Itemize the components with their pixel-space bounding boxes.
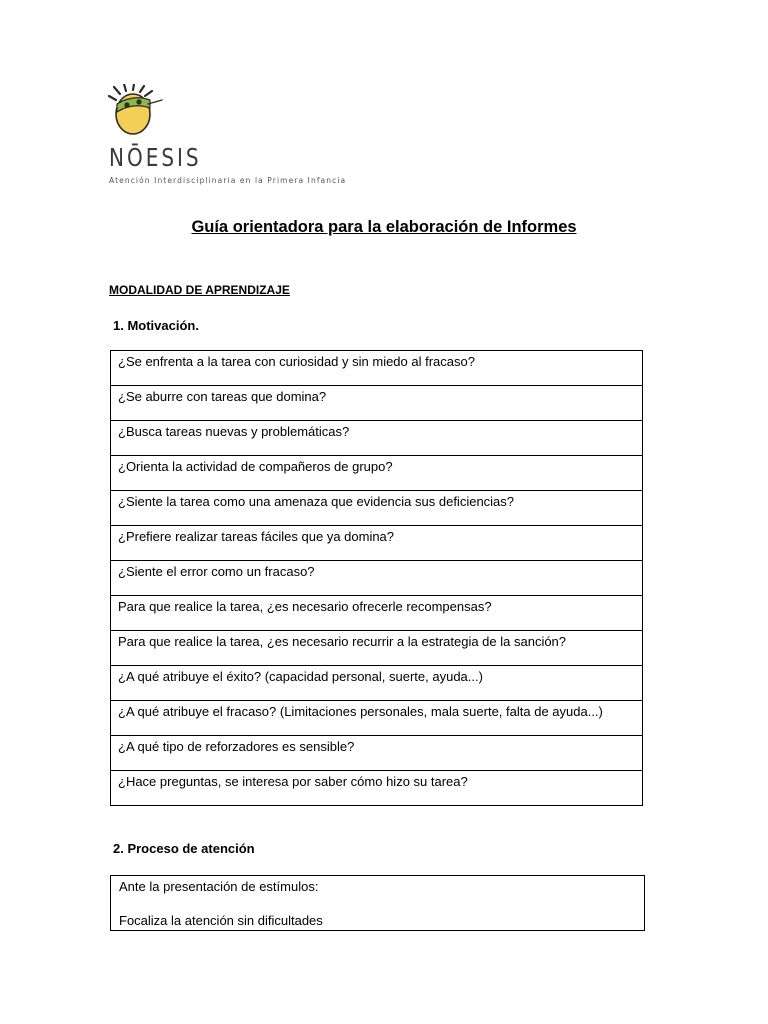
- motivation-table: [110, 350, 643, 806]
- table-row: [111, 631, 643, 666]
- question-cell: ¿Se enfrenta a la tarea con curiosidad y sin miedo al fracaso?: [111, 351, 643, 386]
- logo-wordmark: NŌESIS: [109, 142, 202, 172]
- question-cell: ¿Orienta la actividad de compañeros de grupo?: [111, 456, 643, 491]
- table-row: [111, 561, 643, 596]
- attention-line: Focaliza la atención sin dificultades: [119, 913, 323, 928]
- table-row: [111, 596, 643, 631]
- table-row: [111, 526, 643, 561]
- section-heading: MODALIDAD DE APRENDIZAJE: [109, 283, 290, 297]
- attention-box: [110, 875, 645, 931]
- table-row: [111, 666, 643, 701]
- question-cell: ¿Siente el error como un fracaso?: [111, 561, 643, 596]
- child-face-logo-icon: [108, 84, 168, 144]
- question-cell: ¿Busca tareas nuevas y problemáticas?: [111, 421, 643, 456]
- logo-tagline: Atención Interdisciplinaria en la Primera Infancia: [109, 176, 347, 185]
- table-row: [111, 351, 643, 386]
- table-row: [111, 736, 643, 771]
- question-cell: ¿A qué tipo de reforzadores es sensible?: [111, 736, 643, 771]
- question-cell: Para que realice la tarea, ¿es necesario recurrir a la estrategia de la sanción?: [111, 631, 643, 666]
- question-cell: ¿A qué atribuye el éxito? (capacidad personal, suerte, ayuda...): [111, 666, 643, 701]
- question-cell: Para que realice la tarea, ¿es necesario ofrecerle recompensas?: [111, 596, 643, 631]
- table-row: [111, 456, 643, 491]
- table-row: [111, 421, 643, 456]
- question-cell: ¿Hace preguntas, se interesa por saber cómo hizo su tarea?: [111, 771, 643, 806]
- noesis-logo: [108, 84, 347, 188]
- attention-heading: 2. Proceso de atención: [113, 841, 255, 856]
- question-cell: ¿Siente la tarea como una amenaza que evidencia sus deficiencias?: [111, 491, 643, 526]
- question-cell: ¿A qué atribuye el fracaso? (Limitaciones personales, mala suerte, falta de ayuda...): [111, 701, 643, 736]
- question-cell: ¿Se aburre con tareas que domina?: [111, 386, 643, 421]
- table-row: [111, 771, 643, 806]
- question-cell: ¿Prefiere realizar tareas fáciles que ya domina?: [111, 526, 643, 561]
- table-row: [111, 701, 643, 736]
- table-row: [111, 491, 643, 526]
- attention-line: Ante la presentación de estímulos:: [119, 879, 319, 894]
- motivation-heading: 1. Motivación.: [113, 318, 199, 333]
- document-title: Guía orientadora para la elaboración de Informes: [191, 218, 577, 236]
- table-row: [111, 386, 643, 421]
